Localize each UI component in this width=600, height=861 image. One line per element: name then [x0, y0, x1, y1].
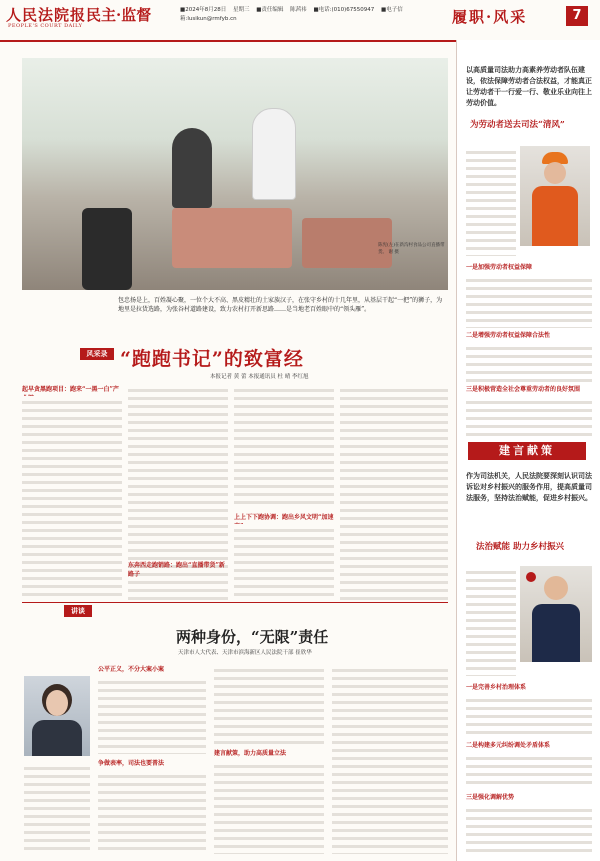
right-body-column	[466, 694, 592, 736]
photo-caption: 陈宪(左)在新沟村食品公司直播带货。 谢 摄	[378, 243, 445, 255]
right-headline: 为劳动者送去司法“清风”	[470, 120, 565, 130]
right-subhead: 一是完善乡村治理体系	[466, 684, 527, 691]
feature-subhead: 东奔西走跑销路：跑出“直播带货”新路子	[128, 562, 225, 578]
article-subhead: 争做表率，司法也要普法	[98, 760, 165, 767]
right-subhead: 二是构建多元纠纷调处矛盾体系	[466, 742, 551, 749]
article-subhead: 建言献策，助力高质量立法	[214, 750, 287, 757]
feature-intro: 包忠扬是上，百姓凝心聚，一位个大不高、黑皮精壮的土家族汉子，在张守乡村的十几年里，从基层干起“一把”的狮子，为地里是拉货选路，为张谷村道路建设，致力农村打开新思路……是当地老百姓眼中的“领头雁”。	[118, 297, 443, 313]
author-portrait	[24, 676, 90, 756]
worker-photo	[520, 146, 590, 246]
article-body-column	[98, 676, 206, 754]
masthead-meta	[180, 6, 440, 24]
feature-subhead: 上上下下跑协调：跑出乡风文明“加速	[234, 514, 334, 521]
phone-livestream	[82, 208, 132, 290]
right-body-column	[466, 804, 592, 854]
article-byline: 天津市人大代表、天津市滨海新区人民法院干部 崔欣华	[178, 650, 312, 656]
right-subhead: 二是增强劳动者权益保障合法性	[466, 332, 551, 339]
right-quote: 作为司法机关，人民法院要深刻认识司法诉讼对乡村振兴的服务作用，提高质量司法服务，坚持法治赋能，促进乡村振兴。	[466, 471, 592, 502]
feature-byline: 本报记者 黄 蕾 本报通讯员 杜 晴 李红旭	[210, 374, 309, 380]
section-divider	[22, 602, 448, 603]
phone: ■电话:(010)67550947	[313, 7, 375, 13]
editor-name: 陈茜祎	[290, 7, 307, 13]
editor-label: ■责任编辑	[256, 7, 284, 13]
email: ■电子信箱:lusikun@rmfyb.cn	[180, 7, 403, 22]
person-silhouette	[252, 108, 296, 200]
right-subhead: 三是强化调解优势	[466, 794, 515, 801]
feature-headline: “跑跑书记”的致富经	[120, 348, 304, 370]
right-body-column	[466, 566, 516, 676]
right-subhead: 一是加强劳动者权益保障	[466, 264, 533, 271]
right-body-column	[466, 396, 592, 436]
person-silhouette	[172, 128, 212, 208]
article-body-column	[332, 664, 448, 854]
article-headline: 两种身份，“无限”责任	[176, 628, 329, 646]
section-banner: 建言献策	[468, 442, 586, 460]
feature-body-column	[340, 384, 448, 600]
right-body-column	[466, 752, 592, 788]
feature-body-column	[22, 396, 122, 600]
article-body-column	[98, 770, 206, 854]
newspaper-logo: 人民法院报	[6, 6, 87, 24]
feature-subhead: 起早贪黑跑项目：跑来“一黑一白”产	[22, 386, 119, 393]
right-body-column	[466, 342, 592, 382]
right-subhead: 三是积极营造全社会尊重劳动者的良好氛围	[466, 386, 581, 393]
column-title: 履职·风采	[452, 8, 528, 26]
judge-photo	[520, 566, 592, 662]
issue-weekday: 星期三	[232, 7, 250, 13]
feature-body-column	[234, 384, 334, 508]
article-tag: 讲谈	[64, 605, 92, 617]
right-headline: 法治赋能 助力乡村振兴	[476, 542, 564, 552]
newspaper-logo-english: PEOPLE'S COURT DAILY	[8, 23, 83, 29]
issue-date: ■2024年8月28日	[180, 7, 227, 13]
feature-tag: 风采录	[80, 348, 114, 360]
right-body-column	[466, 146, 516, 256]
article-body-column	[214, 760, 324, 854]
article-body-column	[214, 664, 324, 744]
article-subhead: 公平正义，不分大案小案	[98, 666, 165, 673]
feature-body-column	[234, 524, 334, 600]
right-quote: 以高质量司法助力高素养劳动者队伍建设，依法保障劳动者合法权益，才能真正让劳动者干一行爱一行、敬业乐业向往上劳动价值。	[466, 65, 592, 107]
page-number: 7	[566, 6, 588, 26]
meat-display	[172, 208, 292, 268]
section-brand: 民主·监督	[86, 6, 152, 24]
right-body-column	[466, 274, 592, 328]
article-body-column	[24, 762, 90, 854]
